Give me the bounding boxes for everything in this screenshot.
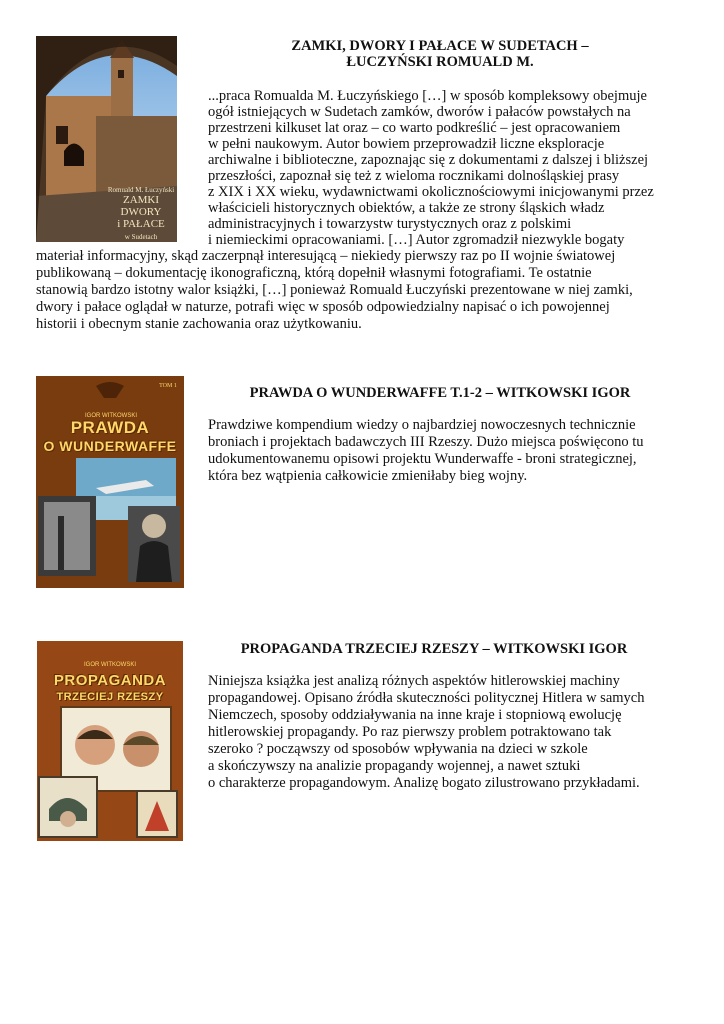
wunderwaffe-cover-illustration [36, 376, 184, 588]
description-line: administracyjnych i towarzystw turystycznych oraz z polskimi [208, 216, 572, 232]
description-line: która bez wątpienia całkowicie zmieniłaby bieg wojny. [208, 468, 528, 484]
description-line: z XIX i XX wieku, wydawnictwami okolicznościowymi inicjowanymi przez [208, 184, 654, 200]
description-line: ogół istniejących w Sudetach zamków, dworów i pałaców powstałych na [208, 104, 631, 120]
cover-author-wunderwaffe: IGOR WITKOWSKI [85, 413, 137, 419]
description-line: Prawdziwe kompendium wiedzy o najbardziej nowoczesnych technicznie [208, 417, 636, 433]
cover-title-line: DWORY [120, 206, 162, 218]
description-line: archiwalne i biblioteczne, zapoznając się z dokumentami z dalszej i bliższej [208, 152, 649, 168]
description-line: Niemczech, sposoby oddziaływania na inne kraje i stopniową ewolucję [208, 707, 622, 723]
description-line: udokumentowanemu opisowi projektu Wunderwaffe - broni strategicznej, [208, 451, 637, 467]
cover-author-zamki: Romuald M. Łuczyński [107, 186, 175, 194]
book-title-line: ŁUCZYŃSKI ROMUALD M. [346, 54, 534, 70]
description-line: Niniejsza książka jest analizą różnych aspektów hitlerowskiej machiny [208, 673, 620, 689]
cover-title-line: O WUNDERWAFFE [43, 438, 177, 454]
description-line: szeroko ? począwszy od sposobów wpływania na dzieci w szkole [208, 741, 588, 757]
description-line: historii i obecnym stanie zachowania oraz użytkowaniu. [36, 316, 362, 332]
description-line: dwory i pałace oglądał w naturze, potrafi więc w sposób odpowiedzialny napisać o ich powojennej [36, 299, 610, 315]
description-line: przeszłości, zapoznał się też z wieloma rocznikami dolnośląskiej prasy [208, 168, 620, 184]
cover-volume: TOM 1 [159, 383, 177, 389]
description-line: publikowaną – dokumentację ikonograficzną, którą dopełnił własnymi fotografiami. Te ostatnie [36, 265, 592, 281]
book-cover-wunderwaffe [36, 376, 184, 588]
book-title-line: PROPAGANDA TRZECIEJ RZESZY – WITKOWSKI IGOR [240, 641, 628, 657]
book-cover-propaganda [37, 641, 183, 841]
description-line: przestrzeni kilkuset lat oraz – co warto podkreślić – jest opracowaniem [208, 120, 621, 136]
description-line: propagandowej. Opisano źródła skuteczności politycznej Hitlera w samych [208, 690, 645, 706]
description-line: właścicieli historycznych obiektów, a także ze strony śląskich władz [208, 200, 605, 216]
cover-title-line: ZAMKI [122, 194, 160, 206]
cover-title-line: TRZECIEJ RZESZY [56, 691, 164, 703]
book-cover-zamki [36, 36, 177, 242]
cover-title-line: PROPAGANDA [53, 672, 167, 689]
description-line: stanowią bardzo istotny walor książki, […] ponieważ Romuald Łuczyński prezentowane w niej zamki, [36, 282, 633, 298]
description-line: materiał informacyjny, skąd zaczerpnął interesującą – niekiedy pierwszy raz po II wojnie światowej [36, 248, 616, 264]
cover-title-line: i PAŁACE [117, 218, 165, 230]
cover-author-propaganda: IGOR WITKOWSKI [84, 662, 136, 668]
description-line: broniach i projektach badawczych III Rzeszy. Dużo miejsca poświęcono tu [208, 434, 644, 450]
description-line: a skończywszy na analizie propagandy wojennej, a nawet sztuki [208, 758, 581, 774]
cover-subtitle-zamki: w Sudetach [124, 233, 158, 241]
description-line: o charakterze propagandowym. Analizę bogato zilustrowano przykładami. [208, 775, 640, 791]
description-line: i niemieckimi opracowaniami. […] Autor zgromadził niezwykle bogaty [208, 232, 625, 248]
book-title-line: ZAMKI, DWORY I PAŁACE W SUDETACH – [291, 38, 589, 54]
description-line: w pełni naukowym. Autor bowiem przeprowadził liczne eksploracje [208, 136, 605, 152]
book-title-line: PRAWDA O WUNDERWAFFE T.1-2 – WITKOWSKI IGOR [249, 385, 631, 401]
cover-title-line: PRAWDA [70, 418, 150, 437]
description-line: ...praca Romualda M. Łuczyńskiego […] w sposób kompleksowy obejmuje [208, 88, 647, 104]
description-line: hitlerowskiej propagandy. Po raz pierwszy problem potraktowano tak [208, 724, 612, 740]
